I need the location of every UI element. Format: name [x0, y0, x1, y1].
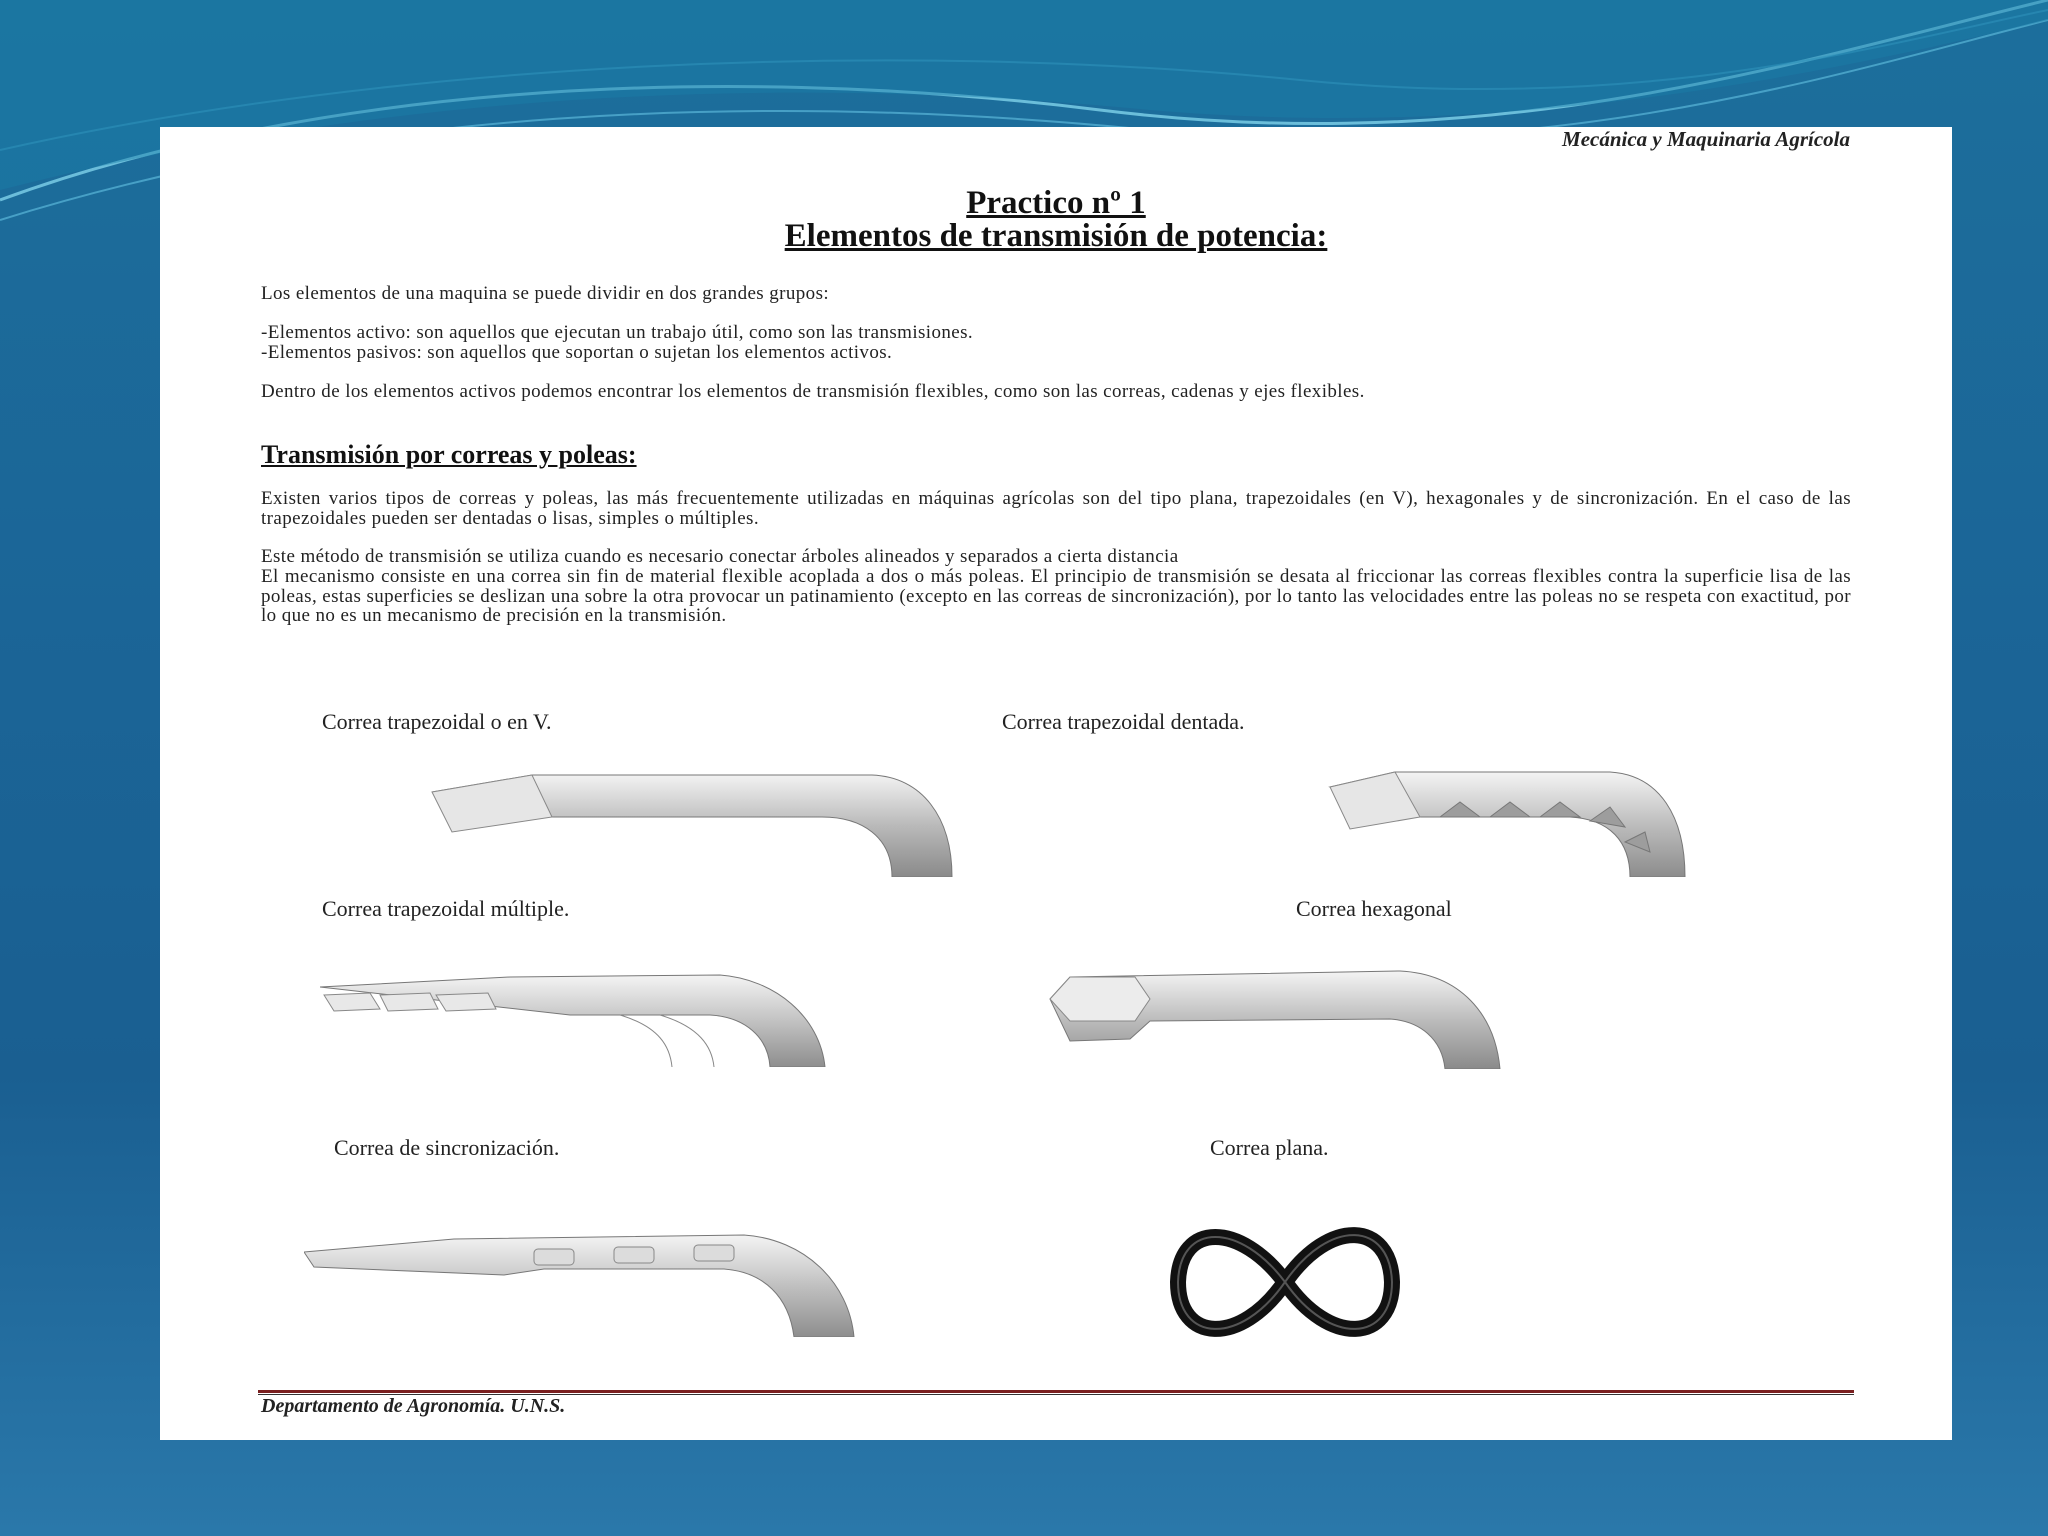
section-heading: Transmisión por correas y poleas: [261, 440, 637, 469]
caption-flat-belt: Correa plana. [1210, 1135, 1329, 1160]
method-paragraph: Este método de transmisión se utiliza cuando es necesario conectar árboles alineados y separados a cierta distancia [261, 546, 1179, 567]
active-elements-text: -Elementos activo: son aquellos que ejecutan un trabajo útil, como son las transmisiones. [261, 322, 974, 343]
document-header: Mecánica y Maquinaria Agrícola [1562, 127, 1850, 151]
multiple-belt-illustration [320, 957, 840, 1067]
document-footer: Departamento de Agronomía. U.N.S. [261, 1395, 566, 1417]
v-belt-illustration [422, 757, 962, 877]
practice-title: Practico nº 1 [966, 185, 1146, 221]
belt-types-paragraph: Existen varios tipos de correas y poleas, las más frecuentemente utilizadas en máquinas agrícolas son del tipo plana, trapezoidales (en V), hexagonales y de sincronización. En el caso de las trapezoidales pueden ser dentadas o lisas, simples o múltiples. [261, 488, 1851, 529]
caption-v-belt: Correa trapezoidal o en V. [322, 709, 552, 734]
footer-rule [258, 1390, 1854, 1393]
intro-text: Los elementos de una maquina se puede dividir en dos grandes grupos: [261, 283, 830, 304]
passive-elements-text: -Elementos pasivos: son aquellos que soportan o sujetan los elementos activos. [261, 342, 893, 363]
flexible-elements-text: Dentro de los elementos activos podemos encontrar los elementos de transmisión flexibles, como son las correas, cadenas y ejes flexibles. [261, 381, 1365, 402]
timing-belt-illustration [304, 1227, 864, 1337]
caption-toothed-belt: Correa trapezoidal dentada. [1002, 709, 1245, 734]
hexagonal-belt-illustration [1040, 959, 1540, 1069]
mechanism-paragraph: El mecanismo consiste en una correa sin fin de material flexible acoplada a dos o más poleas. El principio de transmisión se desata al friccionar las correas flexibles contra la superficie lisa de las poleas, estas superficies se deslizan una sobre la otra provocar un patinamiento (excepto en las correas de sincronización), por lo tanto las velocidades entre las poleas no se respeta con exactitud, por lo que no es un mecanismo de precisión en la transmisión. [261, 566, 1851, 626]
practice-subtitle: Elementos de transmisión de potencia: [784, 218, 1328, 254]
caption-timing-belt: Correa de sincronización. [334, 1135, 560, 1160]
flat-belt-illustration [1160, 1187, 1410, 1377]
caption-multiple-belt: Correa trapezoidal múltiple. [322, 896, 570, 921]
document-page [160, 127, 1952, 1440]
caption-hexagonal-belt: Correa hexagonal [1296, 896, 1452, 921]
toothed-belt-illustration [1170, 757, 1690, 877]
